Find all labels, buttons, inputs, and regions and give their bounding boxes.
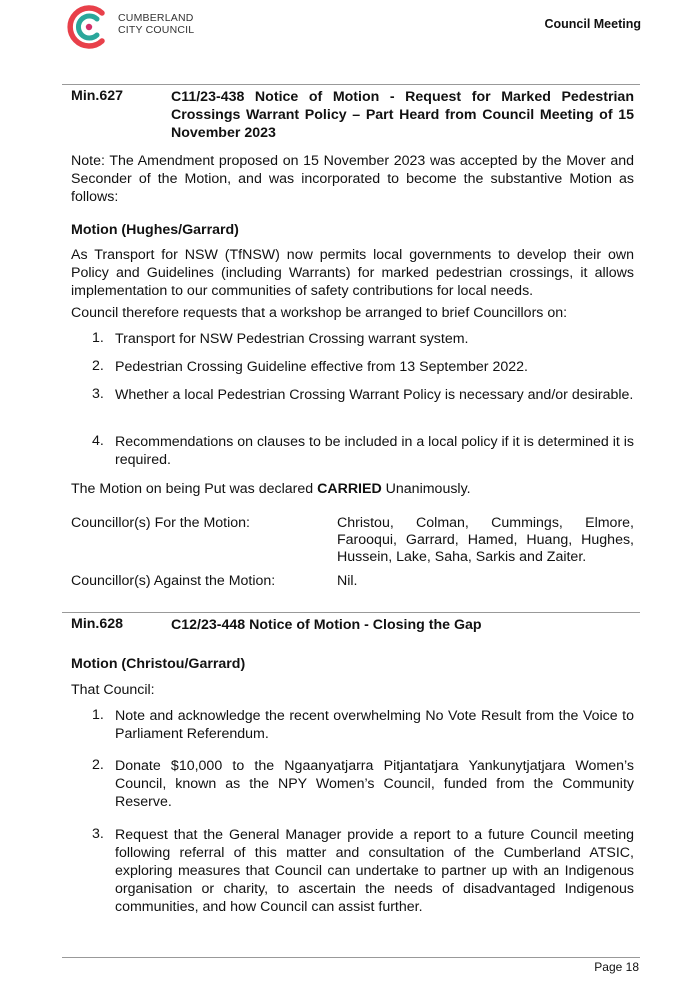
logo-line-1: CUMBERLAND xyxy=(118,12,194,24)
motion-paragraph: Council therefore requests that a workshop be arranged to brief Councillors on: xyxy=(71,305,568,321)
minute-number: Min.627 xyxy=(71,88,124,104)
list-item: Whether a local Pedestrian Crossing Warrant Policy is necessary and/or desirable. xyxy=(115,387,634,403)
list-item: Note and acknowledge the recent overwhelming No Vote Result from the Voice to Parliament Referendum. xyxy=(115,708,634,742)
list-item: Donate $10,000 to the Ngaanyatjarra Pitjantatjara Yankunytjatjara Women’s Council, known as the NPY Women’s Council, funded from the Community Reserve. xyxy=(115,758,634,810)
list-item-number: 1. xyxy=(92,707,104,723)
votes-for-list: Christou, Colman, Cummings, Elmore, Farooqui, Garrard, Hamed, Huang, Hughes, Hussein, Lake, Saha, Sarkis and Zaiter. xyxy=(337,515,634,565)
motion-intro: That Council: xyxy=(71,682,155,698)
list-item-number: 3. xyxy=(92,386,104,402)
votes-against-label: Councillor(s) Against the Motion: xyxy=(71,573,276,589)
minute-title: C12/23-448 Notice of Motion - Closing the Gap xyxy=(171,617,482,633)
list-item: Request that the General Manager provide a report to a future Council meeting following referral of this matter and consultation of the Cumberland ATSIC, exploring measures that Council can undertake to partner up with an Indigenous organisation or charity, to ascertain the needs of disadvantaged Indigenous communities, and how Council can assist further. xyxy=(115,827,634,915)
council-logo-icon xyxy=(66,4,112,50)
minute-title: C11/23-438 Notice of Motion - Request for Marked Pedestrian Crossings Warrant Policy – Part Heard from Council Meeting of 15 November 2023 xyxy=(171,89,634,141)
section-divider xyxy=(62,612,640,613)
section-divider xyxy=(62,84,640,85)
motion-paragraph: As Transport for NSW (TfNSW) now permits local governments to develop their own Policy and Guidelines (including Warrants) for marked pedestrian crossings, it allows implementation to our communities of safety contributions for local needs. xyxy=(71,247,634,299)
motion-result xyxy=(71,480,634,498)
votes-against-list: Nil. xyxy=(337,573,358,589)
motion-heading: Motion (Christou/Garrard) xyxy=(71,656,246,672)
list-item-number: 2. xyxy=(92,757,104,773)
list-item-number: 1. xyxy=(92,330,104,346)
list-item: Transport for NSW Pedestrian Crossing warrant system. xyxy=(115,331,469,347)
result-status: CARRIED xyxy=(317,481,382,497)
result-prefix: The Motion on being Put was declared xyxy=(71,481,318,497)
list-item-number: 4. xyxy=(92,433,104,449)
council-logo-text xyxy=(118,13,194,36)
page-number: Page 18 xyxy=(594,960,639,974)
minute-number: Min.628 xyxy=(71,616,124,632)
result-suffix: Unanimously. xyxy=(381,481,471,497)
motion-heading: Motion (Hughes/Garrard) xyxy=(71,222,239,238)
list-item: Recommendations on clauses to be included in a local policy if it is determined it is required. xyxy=(115,434,634,468)
amendment-note: Note: The Amendment proposed on 15 November 2023 was accepted by the Mover and Seconder of the Motion, and was incorporated to become the substantive Motion as follows: xyxy=(71,153,634,205)
list-item-number: 3. xyxy=(92,826,104,842)
footer-divider xyxy=(62,957,640,958)
logo-line-2: CITY COUNCIL xyxy=(118,23,195,36)
meeting-name: Council Meeting xyxy=(544,17,641,31)
list-item: Pedestrian Crossing Guideline effective from 13 September 2022. xyxy=(115,359,528,375)
list-item-number: 2. xyxy=(92,358,104,374)
votes-for-label: Councillor(s) For the Motion: xyxy=(71,515,250,531)
